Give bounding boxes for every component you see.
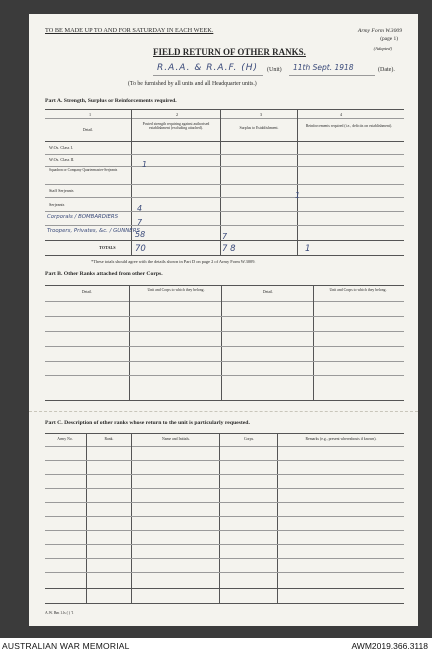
top-instruction: TO BE MADE UP TO AND FOR SATURDAY IN EACH WEEK.	[45, 27, 214, 34]
part-c-col-divider	[131, 433, 132, 603]
part-b-row-line	[45, 346, 404, 347]
row-posted-value: 1	[142, 160, 148, 169]
part-c-row-line	[45, 558, 404, 559]
part-c-row-line	[45, 460, 404, 461]
part-c-row-line	[45, 488, 404, 489]
furnish-note: (To be furnished by all units and all Headquarter units.)	[128, 81, 257, 87]
row-detail: Squadron or Company Quartermaster-Serjeants	[49, 168, 118, 172]
archive-footer	[0, 638, 432, 653]
col-header-posted: Posted strength requiring against authorised establishment (excluding attached).	[142, 122, 210, 131]
row-surplus-value: 7	[222, 232, 228, 241]
total-posted: 70	[135, 244, 146, 254]
col-number-1: 1	[89, 112, 92, 117]
row-divider	[45, 197, 404, 198]
part-c-row-line	[45, 544, 404, 545]
total-reinforcements: 1	[305, 244, 311, 254]
part-c-col-divider	[86, 433, 87, 603]
adapted-label: (Adapted)	[373, 46, 392, 51]
part-b-col-divider	[129, 285, 130, 400]
col-header-reinforcements: Reinforcements required (i.e., deficits on establishment).	[305, 124, 393, 128]
part-c-col-rank: Rank.	[104, 437, 114, 441]
part-b-row-line	[45, 331, 404, 332]
row-divider	[45, 154, 404, 155]
row-detail: W.Os. Class I.	[49, 145, 73, 150]
row-divider	[45, 184, 404, 185]
totals-footnote: *These totals should agree with the details shown in Part D on page 2 of Army Form W.3009.	[91, 259, 256, 264]
print-code: A.W. Bm 1.ls ( ) '1	[45, 611, 74, 615]
date-label: (Date).	[378, 67, 395, 73]
row-divider	[45, 211, 404, 212]
totals-label: TOTALS	[99, 245, 116, 250]
part-c-col-corps: Corps.	[243, 437, 255, 441]
unit-handwriting: R.A.A. & R.A.F. (H)	[157, 63, 259, 73]
paper-fold	[29, 411, 418, 412]
form-title: FIELD RETURN OF OTHER RANKS.	[153, 47, 306, 57]
part-a-number-rule	[45, 118, 404, 119]
part-b-col-unit-1: Unit and Corps to which they belong.	[147, 288, 205, 292]
part-c-row-line	[45, 530, 404, 531]
part-b-top-rule	[45, 285, 404, 286]
row-divider	[45, 166, 404, 167]
part-a-title: Part A. Strength, Surplus or Reinforcements required.	[45, 98, 177, 104]
col-header-surplus: Surplus to Establishment.	[239, 126, 279, 130]
part-b-header-rule	[45, 301, 404, 302]
part-b-col-detail-2: Detail.	[262, 290, 274, 294]
part-c-top-rule	[45, 433, 404, 434]
part-b-col-divider	[313, 285, 314, 400]
part-a-header-rule	[45, 141, 404, 142]
row-detail: Serjeants	[49, 202, 65, 207]
part-c-col-divider	[277, 433, 278, 603]
part-c-col-name: Name and Initials.	[162, 437, 190, 441]
col-number-3: 3	[260, 112, 263, 117]
row-detail: Troopers, Privates, &c. / GUNNERS	[47, 228, 140, 234]
part-c-row-line	[45, 516, 404, 517]
unit-underline	[153, 75, 263, 76]
part-b-col-unit-2: Unit and Corps to which they belong.	[329, 288, 387, 292]
part-a-col-divider-3	[295, 109, 301, 255]
row-posted-value: 4	[137, 204, 143, 213]
part-b-row-line	[45, 375, 404, 376]
part-c-col-remarks: Remarks (e.g., present whereabouts if known).	[305, 437, 377, 441]
form-page	[29, 14, 418, 626]
part-b-col-divider	[221, 285, 222, 400]
institution-name: AUSTRALIAN WAR MEMORIAL	[2, 641, 130, 651]
part-c-row-line	[45, 572, 404, 573]
col-number-4: 4	[340, 112, 343, 117]
part-b-bottom-rule	[45, 400, 404, 401]
page-label: (page 1)	[380, 36, 398, 42]
part-c-title: Part C. Description of other ranks whose return to the unit is particularly requested.	[45, 420, 250, 426]
row-reinforcements-value: 1	[295, 191, 301, 200]
row-detail: W.Os. Class II.	[49, 157, 75, 162]
part-b-title: Part B. Other Ranks attached from other Corps.	[45, 271, 163, 277]
part-b-row-line	[45, 316, 404, 317]
row-posted-value: 58	[135, 230, 146, 239]
part-c-row-line	[45, 588, 404, 589]
col-number-2: 2	[176, 112, 179, 117]
part-c-row-line	[45, 474, 404, 475]
totals-bottom-rule	[45, 255, 404, 256]
form-id: Army Form W.3009	[357, 28, 402, 34]
row-detail: Staff Serjeants	[49, 188, 74, 193]
part-c-row-line	[45, 502, 404, 503]
accession-number: AWM2019.366.3118	[351, 641, 428, 651]
date-handwriting: 11th Sept. 1918	[293, 63, 354, 72]
date-underline	[289, 75, 375, 76]
row-posted-value: 7	[137, 218, 143, 227]
part-c-header-rule	[45, 446, 404, 447]
row-divider	[45, 225, 404, 226]
total-surplus: 7 8	[222, 244, 236, 254]
part-a-top-rule	[45, 109, 404, 110]
col-header-detail: Detail.	[82, 128, 94, 132]
row-detail: Corporals / BOMBARDIERS	[47, 214, 119, 220]
part-c-col-army-no: Army No.	[57, 437, 73, 441]
part-c-bottom-rule	[45, 603, 404, 604]
part-b-col-detail-1: Detail.	[81, 290, 93, 294]
unit-label: (Unit)	[267, 67, 282, 73]
part-a-col-divider-2	[220, 109, 221, 255]
part-b-row-line	[45, 361, 404, 362]
part-c-col-divider	[219, 433, 220, 603]
